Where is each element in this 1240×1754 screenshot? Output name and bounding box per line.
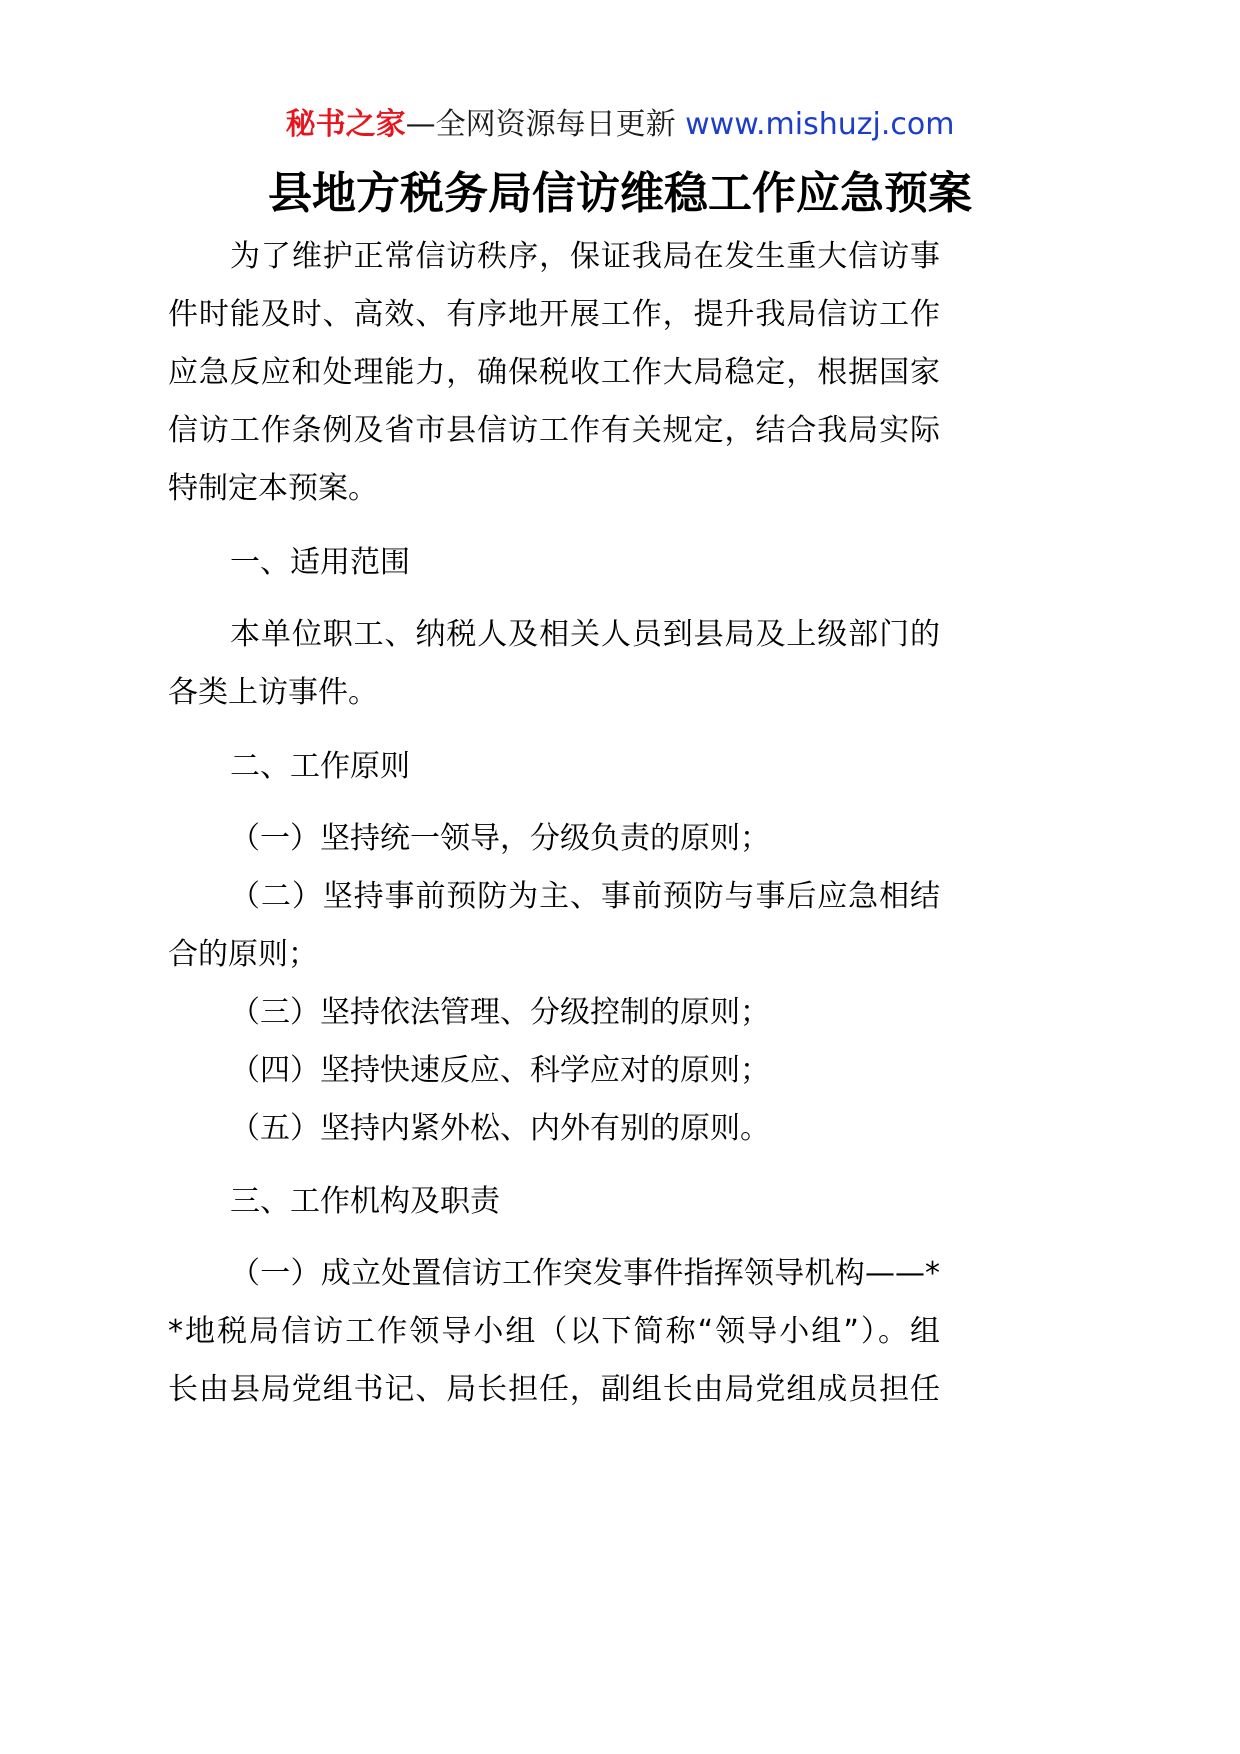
principle-item: （一）坚持统一领导，分级负责的原则； — [230, 821, 770, 856]
paragraph-line: 特制定本预案。 — [168, 471, 378, 506]
paragraph-line: *地税局信访工作领导小组（以下简称“领导小组”）。组 — [168, 1314, 940, 1349]
principle-item: （二）坚持事前预防为主、事前预防与事后应急相结 — [230, 879, 940, 914]
section-heading: 三、工作机构及职责 — [230, 1184, 500, 1219]
paragraph-line: 信访工作条例及省市县信访工作有关规定，结合我局实际 — [168, 413, 940, 448]
section-heading: 二、工作原则 — [230, 749, 410, 784]
section-heading: 一、适用范围 — [230, 545, 410, 580]
document-title: 县地方税务局信访维稳工作应急预案 — [268, 168, 972, 219]
paragraph-line: 长由县局党组书记、局长担任，副组长由局党组成员担任 — [168, 1372, 940, 1407]
website-link[interactable]: www.mishuzj.com — [685, 107, 955, 142]
paragraph-line: 件时能及时、高效、有序地开展工作，提升我局信访工作 — [168, 297, 940, 332]
paragraph-line: 本单位职工、纳税人及相关人员到县局及上级部门的 — [230, 617, 940, 652]
principle-item: （五）坚持内紧外松、内外有别的原则。 — [230, 1111, 770, 1146]
paragraph-line: 各类上访事件。 — [168, 675, 378, 710]
principle-item: （四）坚持快速反应、科学应对的原则； — [230, 1053, 770, 1088]
paragraph-line: （一）成立处置信访工作突发事件指挥领导机构——* — [230, 1256, 940, 1291]
brand-name: 秘书之家 — [285, 107, 406, 142]
paragraph-line: 应急反应和处理能力，确保税收工作大局稳定，根据国家 — [168, 355, 940, 390]
principle-item: （三）坚持依法管理、分级控制的原则； — [230, 995, 770, 1030]
header-slogan: —全网资源每日更新 — [405, 107, 676, 142]
paragraph-line: 为了维护正常信访秩序，保证我局在发生重大信访事 — [230, 239, 940, 274]
principle-item-continued: 合的原则； — [168, 937, 318, 972]
site-header — [0, 100, 1240, 150]
